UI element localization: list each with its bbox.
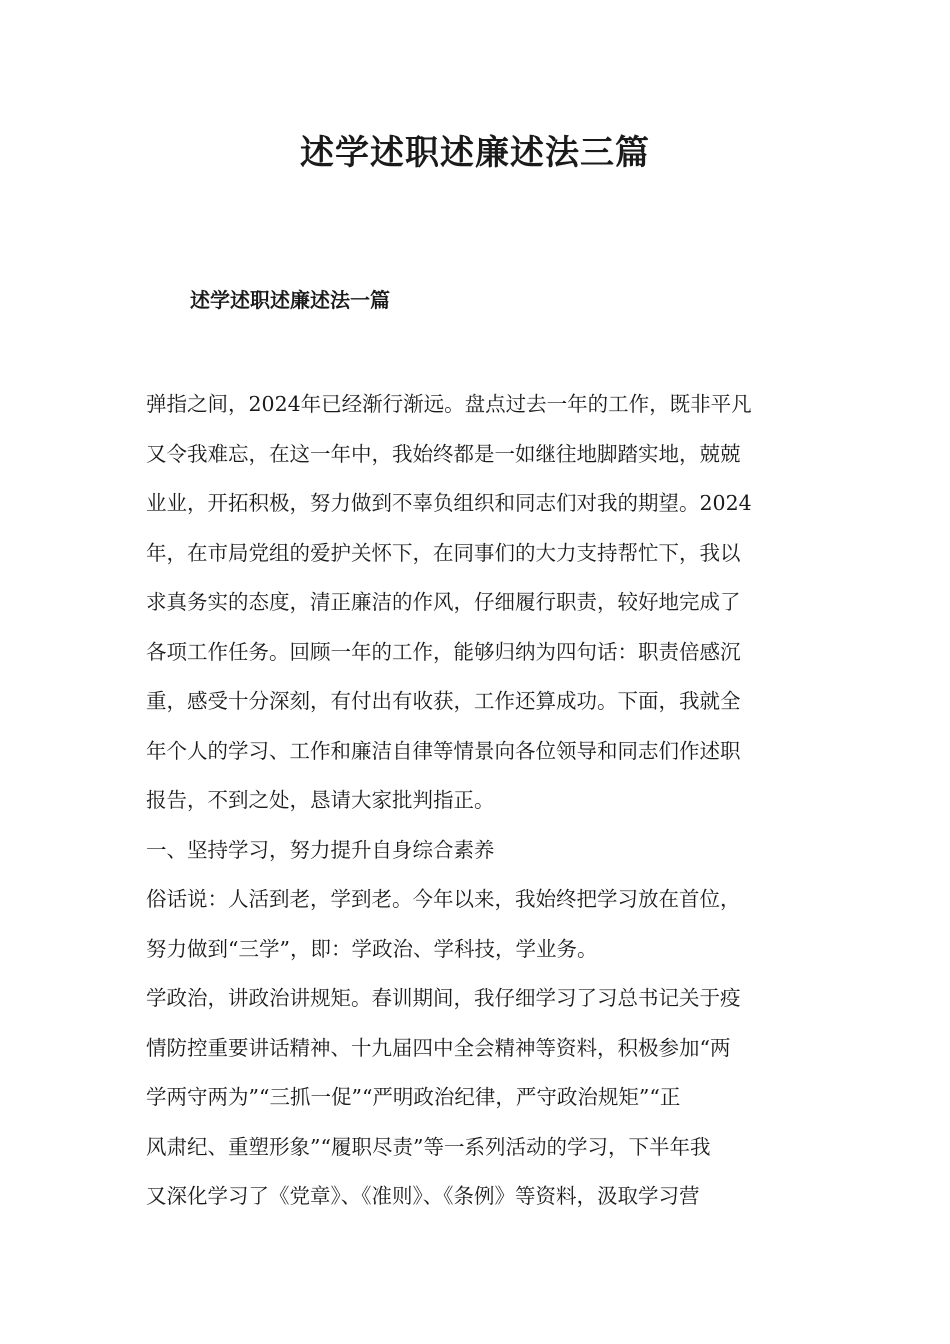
section-heading: 述学述职述廉述法一篇: [190, 288, 390, 312]
text-line: 努力做到“三学”，即：学政治、学科技，学业务。: [146, 936, 598, 961]
text-line: 风肃纪、重塑形象”“履职尽责”等一系列活动的学习，下半年我: [146, 1134, 711, 1159]
text-line: 弹指之间，2024年已经渐行渐远。盘点过去一年的工作，既非平凡: [146, 392, 752, 416]
text-line: 求真务实的态度，清正廉洁的作风，仔细履行职责，较好地完成了: [146, 590, 741, 614]
text-line: 又深化学习了《党章》、《准则》、《条例》等资料，汲取学习营: [146, 1184, 700, 1208]
text-line: 学两守两为”“三抓一促”“严明政治纪律，严守政治规矩”“正: [146, 1085, 681, 1109]
body-text: [146, 380, 806, 1222]
text-line: 情防控重要讲话精神、十九届四中全会精神等资料，积极参加“两: [146, 1035, 731, 1060]
text-line: 年，在市局党组的爱护关怀下，在同事们的大力支持帮忙下，我以: [146, 540, 741, 565]
text-line: 重，感受十分深刻，有付出有收获，工作还算成功。下面，我就全: [146, 689, 741, 713]
text-line: 又令我难忘，在这一年中，我始终都是一如继往地脚踏实地，兢兢: [146, 441, 741, 466]
text-line: 报告，不到之处，恳请大家批判指正。: [146, 788, 495, 812]
text-line: 年个人的学习、工作和廉洁自律等情景向各位领导和同志们作述职: [146, 738, 741, 763]
text-line: 学政治，讲政治讲规矩。春训期间，我仔细学习了习总书记关于疫: [146, 986, 741, 1010]
text-line: 各项工作任务。回顾一年的工作，能够归纳为四句话：职责倍感沉: [146, 639, 741, 664]
subheading-line: 一、坚持学习，努力提升自身综合素养: [146, 837, 495, 862]
text-line: 业业，开拓积极，努力做到不辜负组织和同志们对我的期望。2024: [146, 491, 752, 515]
document-title: 述学述职述廉述法三篇: [300, 133, 650, 173]
text-line: 俗话说：人活到老，学到老。今年以来，我始终把学习放在首位，: [146, 887, 741, 911]
